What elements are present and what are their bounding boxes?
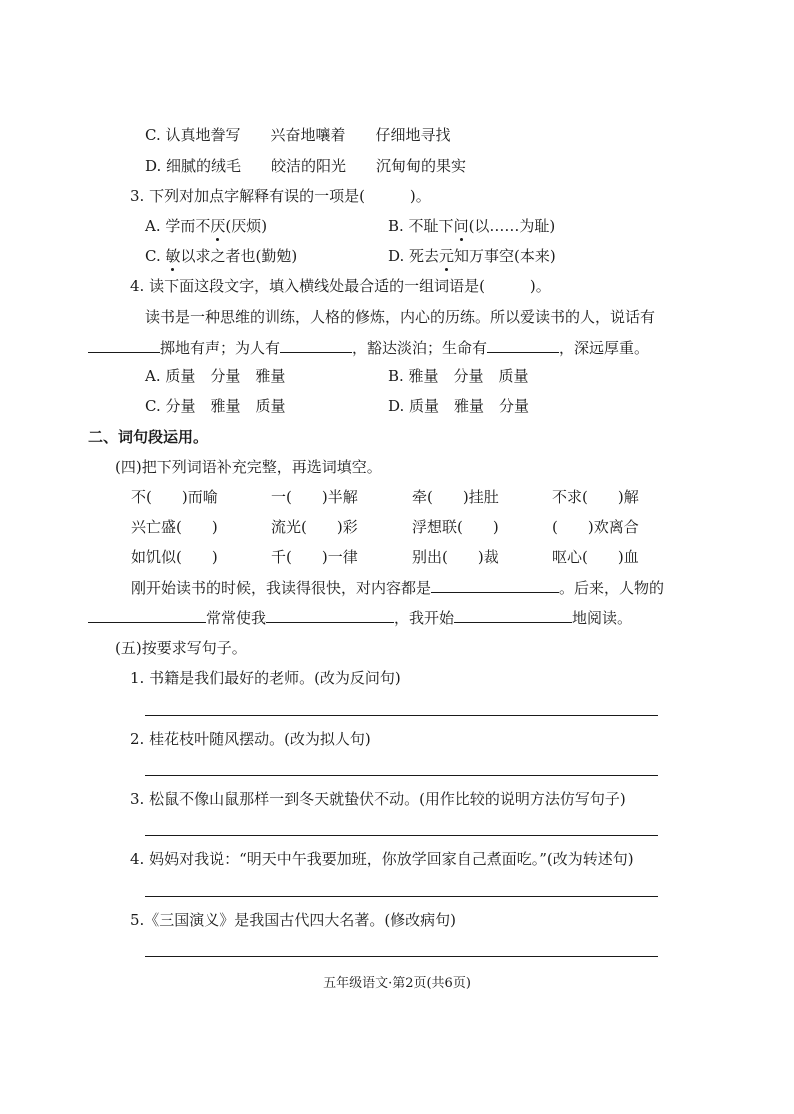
- q3-d-text: D. 死去: [388, 247, 440, 265]
- dotted-char: 厌: [210, 217, 226, 235]
- idiom-item: 兴亡盛( ): [131, 518, 218, 536]
- fill-text: 刚开始读书的时候，我读得很快，对内容都是: [131, 579, 432, 597]
- idiom-item: 不求( )解: [552, 488, 639, 506]
- q3-stem: 3. 下列对加点字解释有误的一项是( )。: [130, 187, 431, 205]
- fill-blank[interactable]: [266, 608, 394, 623]
- q2-option-c: C. 认真地誊写 兴奋地嚷着 仔细地寻找: [145, 126, 451, 144]
- fill-blank[interactable]: [431, 578, 559, 593]
- q4-text: ，豁达淡泊；生命有: [352, 339, 488, 357]
- q4-option-b: B. 雅量 分量 质量: [388, 367, 529, 385]
- rewrite-question: 3. 松鼠不像山鼠那样一到冬天就蛰伏不动。(用作比较的说明方法仿写句子): [130, 790, 626, 808]
- fill-blank[interactable]: [280, 338, 352, 353]
- idiom-item: 别出( )裁: [412, 548, 499, 566]
- rewrite-question: 1. 书籍是我们最好的老师。(改为反问句): [130, 669, 401, 687]
- answer-line[interactable]: [145, 715, 658, 716]
- q3-b-gloss: (以……为耻): [468, 217, 556, 235]
- q4-option-a: A. 质量 分量 雅量: [145, 367, 286, 385]
- q3-option-c: [145, 246, 297, 266]
- rewrite-question: 5.《三国演义》是我国古代四大名著。(修改病句): [130, 911, 457, 929]
- idiom-item: 流光( )彩: [271, 518, 358, 536]
- answer-line[interactable]: [145, 835, 658, 836]
- q3-d-gloss: 知万事空(本来): [454, 247, 556, 265]
- q3-b-text: B. 不耻下: [388, 217, 454, 235]
- idiom-item: 呕心( )血: [552, 548, 639, 566]
- answer-line[interactable]: [145, 775, 658, 776]
- idiom-item: 千( )一律: [271, 548, 358, 566]
- fill-blank[interactable]: [487, 338, 559, 353]
- idiom-item: 不( )而喻: [131, 488, 218, 506]
- q4-option-d: D. 质量 雅量 分量: [388, 397, 530, 415]
- fill-text: 常常使我: [206, 609, 267, 627]
- q4-option-c: C. 分量 雅量 质量: [145, 397, 286, 415]
- q3-a-gloss: (厌烦): [225, 217, 268, 235]
- idiom-item: 如饥似( ): [131, 548, 218, 566]
- q4-passage-line1: 读书是一种思维的训练，人格的修炼，内心的历练。所以爱读书的人，说话有: [145, 308, 656, 326]
- q2-option-d: D. 细腻的绒毛 皎洁的阳光 沉甸甸的果实: [145, 157, 467, 175]
- fill-text: ，我开始: [394, 609, 455, 627]
- rewrite-question: 4. 妈妈对我说：“明天中午我要加班，你放学回家自己煮面吃。”(改为转述句): [130, 850, 634, 868]
- idiom-item: ( )欢离合: [552, 518, 639, 536]
- dotted-char: 问: [453, 217, 469, 235]
- answer-line[interactable]: [145, 896, 658, 897]
- q4-stem: 4. 读下面这段文字，填入横线处最合适的一组词语是( )。: [130, 277, 551, 295]
- q4-passage-line2: [88, 338, 649, 358]
- idiom-item: 一( )半解: [271, 488, 358, 506]
- q3-c-text: C.: [145, 247, 166, 265]
- part4-title: (四)把下列词语补充完整，再选词填空。: [115, 458, 382, 476]
- q3-option-b: [388, 216, 555, 236]
- q3-a-text: A. 学而不: [145, 217, 211, 235]
- fill-text: 。后来，人物的: [559, 579, 665, 597]
- dotted-char: 元: [439, 247, 455, 265]
- q4-text: ，深远厚重。: [559, 339, 650, 357]
- fill-blank[interactable]: [454, 608, 572, 623]
- fill-text: 地阅读。: [572, 609, 633, 627]
- part5-title: (五)按要求写句子。: [115, 639, 247, 657]
- idiom-item: 浮想联( ): [412, 518, 499, 536]
- answer-line[interactable]: [145, 956, 658, 957]
- fill-blank[interactable]: [88, 608, 206, 623]
- rewrite-question: 2. 桂花枝叶随风摆动。(改为拟人句): [130, 730, 371, 748]
- q4-text: 掷地有声；为人有: [160, 339, 281, 357]
- page-footer: 五年级语文·第2页(共6页): [323, 976, 471, 991]
- q3-option-d: [388, 246, 556, 266]
- section-title: 二、词句段运用。: [88, 428, 209, 446]
- q3-c-gloss: 以求之者也(勤勉): [180, 247, 298, 265]
- fill-sentence-line2: [88, 608, 632, 628]
- dotted-char: 敏: [165, 247, 181, 265]
- q3-option-a: [145, 216, 267, 236]
- idiom-item: 牵( )挂肚: [412, 488, 499, 506]
- fill-blank[interactable]: [88, 338, 160, 353]
- fill-sentence-line1: [131, 578, 664, 598]
